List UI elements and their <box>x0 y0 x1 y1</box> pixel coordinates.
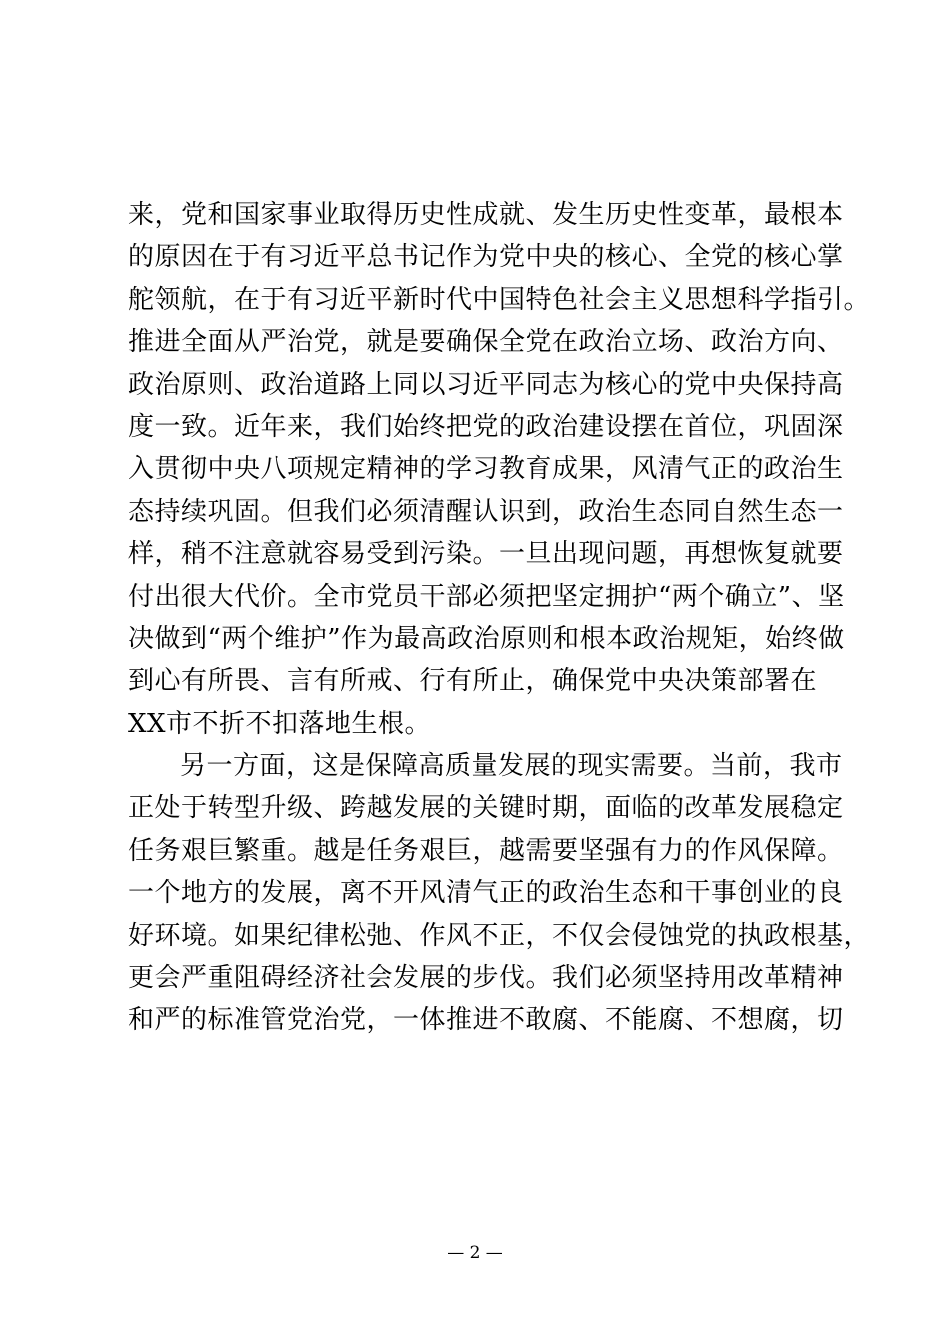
text-line: 更会严重阻碍经济社会发展的步伐。我们必须坚持用改革精神 <box>128 963 844 994</box>
text-line: 的原因在于有习近平总书记作为党中央的核心、全党的核心掌 <box>128 242 844 273</box>
text-line: 政治原则、政治道路上同以习近平同志为核心的党中央保持高 <box>128 369 844 400</box>
text-line: 态持续巩固。但我们必须清醒认识到，政治生态同自然生态一 <box>128 496 844 527</box>
text-line: 好环境。如果纪律松弛、作风不正，不仅会侵蚀党的执政根基， <box>128 920 871 951</box>
page-number: — 2 — <box>447 1243 503 1263</box>
text-line: 推进全面从严治党，就是要确保全党在政治立场、政治方向、 <box>128 327 844 358</box>
text-line: 决做到“两个维护”作为最高政治原则和根本政治规矩，始终做 <box>128 623 845 654</box>
text-line: 来，党和国家事业取得历史性成就、发生历史性变革，最根本 <box>128 200 844 230</box>
text-line: 到心有所畏、言有所戒、行有所止，确保党中央决策部署在 <box>128 666 818 697</box>
paragraph-first-line: 另一方面，这是保障高质量发展的现实需要。当前，我市 <box>180 751 843 782</box>
text-line: 任务艰巨繁重。越是任务艰巨，越需要坚强有力的作风保障。 <box>128 835 844 866</box>
body-text <box>128 194 871 1042</box>
text-line: 样，稍不注意就容易受到污染。一旦出现问题，再想恢复就要 <box>128 539 844 570</box>
text-line: 和严的标准管党治党，一体推进不敢腐、不能腐、不想腐，切 <box>128 1005 844 1036</box>
text-line: XX市不折不扣落地生根。 <box>128 708 432 739</box>
text-line: 舵领航，在于有习近平新时代中国特色社会主义思想科学指引。 <box>128 284 871 315</box>
text-line: 付出很大代价。全市党员干部必须把坚定拥护“两个确立”、坚 <box>128 581 845 612</box>
text-line: 一个地方的发展，离不开风清气正的政治生态和干事创业的良 <box>128 878 844 909</box>
text-line: 正处于转型升级、跨越发展的关键时期，面临的改革发展稳定 <box>128 793 844 824</box>
text-line: 入贯彻中央八项规定精神的学习教育成果，风清气正的政治生 <box>128 454 844 485</box>
text-line: 度一致。近年来，我们始终把党的政治建设摆在首位，巩固深 <box>128 411 844 442</box>
